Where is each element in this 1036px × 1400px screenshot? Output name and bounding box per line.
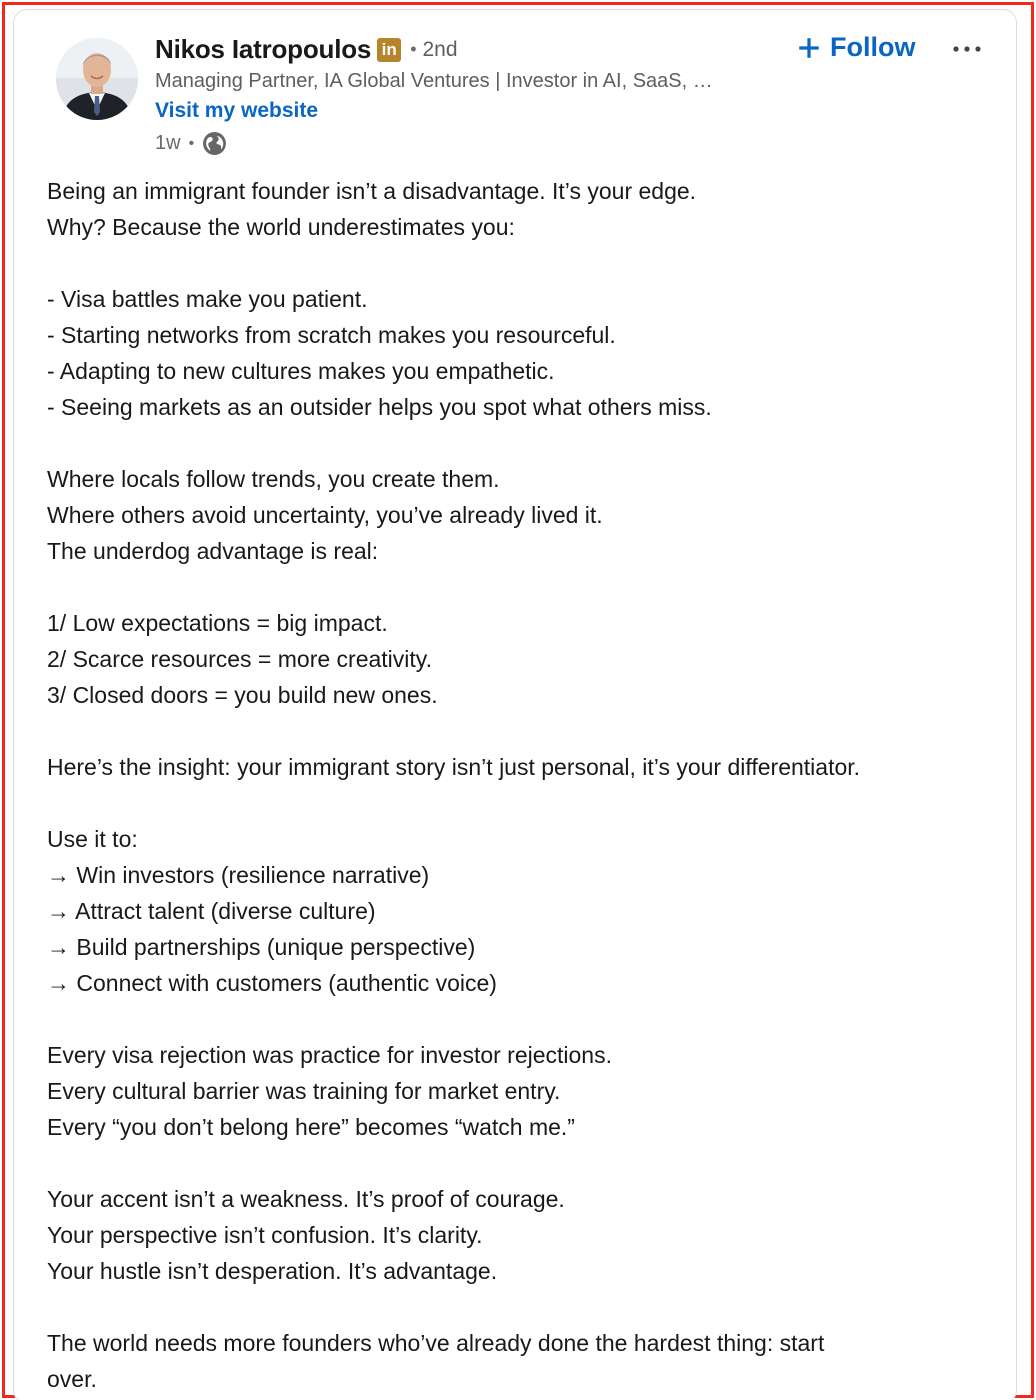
post-line: 1/ Low expectations = big impact.	[47, 610, 388, 636]
post-line: → Win investors (resilience narrative)	[47, 862, 430, 888]
avatar[interactable]	[56, 38, 138, 120]
post-blank-line	[47, 1001, 1002, 1037]
post-blank-line	[47, 425, 1002, 461]
post-line: Your perspective isn’t confusion. It’s clarity.	[47, 1222, 483, 1248]
post-blank-line	[47, 1289, 1002, 1325]
post-blank-line	[47, 245, 1002, 281]
author-headline: Managing Partner, IA Global Ventures | Investor in AI, SaaS, …	[155, 70, 713, 92]
post-line: - Adapting to new cultures makes you empathetic.	[47, 358, 555, 384]
ellipsis-icon	[952, 45, 982, 53]
post-line: - Visa battles make you patient.	[47, 286, 368, 312]
connection-degree: 2nd	[422, 37, 458, 61]
post-line: - Starting networks from scratch makes you resourceful.	[47, 322, 616, 348]
post-line: Here’s the insight: your immigrant story isn’t just personal, it’s your differentiator.	[47, 754, 861, 780]
post-line: Use it to:	[47, 826, 138, 852]
post-meta	[155, 131, 227, 156]
post-line: Every cultural barrier was training for market entry.	[47, 1078, 561, 1104]
post-time: 1w	[155, 132, 181, 154]
post-line: → Connect with customers (authentic voice)	[47, 970, 497, 996]
post-line: 2/ Scarce resources = more creativity.	[47, 646, 432, 672]
post-line: Every visa rejection was practice for investor rejections.	[47, 1042, 612, 1068]
separator-dot: •	[410, 39, 417, 59]
post-card	[13, 9, 1017, 1400]
post-blank-line	[47, 569, 1002, 605]
post-text	[47, 173, 1002, 1397]
follow-label: Follow	[830, 32, 916, 62]
avatar-image	[56, 38, 138, 120]
author-name-row	[155, 34, 458, 65]
globe-icon	[202, 131, 227, 156]
follow-button[interactable]	[792, 30, 919, 65]
post-line: → Build partnerships (unique perspective)	[47, 934, 476, 960]
post-line: Every “you don’t belong here” becomes “watch me.”	[47, 1114, 575, 1140]
post-line: - Seeing markets as an outsider helps you spot what others miss.	[47, 394, 712, 420]
post-line: 3/ Closed doors = you build new ones.	[47, 682, 438, 708]
more-options-button[interactable]	[944, 32, 990, 66]
post-line: Why? Because the world underestimates you:	[47, 214, 515, 240]
post-line: The underdog advantage is real:	[47, 538, 379, 564]
plus-icon	[796, 35, 822, 61]
post-line: Being an immigrant founder isn’t a disadvantage. It’s your edge.	[47, 178, 697, 204]
post-line: Where others avoid uncertainty, you’ve already lived it.	[47, 502, 603, 528]
visit-website-link[interactable]: Visit my website	[155, 99, 319, 122]
linkedin-premium-icon: in	[377, 38, 401, 62]
post-line: Your hustle isn’t desperation. It’s advantage.	[47, 1258, 498, 1284]
post-line: Where locals follow trends, you create them.	[47, 466, 500, 492]
post-blank-line	[47, 785, 1002, 821]
separator-dot: •	[188, 134, 195, 152]
post-line: The world needs more founders who’ve already done the hardest thing: start	[47, 1330, 825, 1356]
post-line: over.	[47, 1366, 97, 1392]
author-name[interactable]: Nikos Iatropoulos	[155, 34, 372, 64]
post-line: Your accent isn’t a weakness. It’s proof of courage.	[47, 1186, 565, 1212]
post-line: → Attract talent (diverse culture)	[47, 898, 376, 924]
post-blank-line	[47, 1145, 1002, 1181]
post-blank-line	[47, 713, 1002, 749]
